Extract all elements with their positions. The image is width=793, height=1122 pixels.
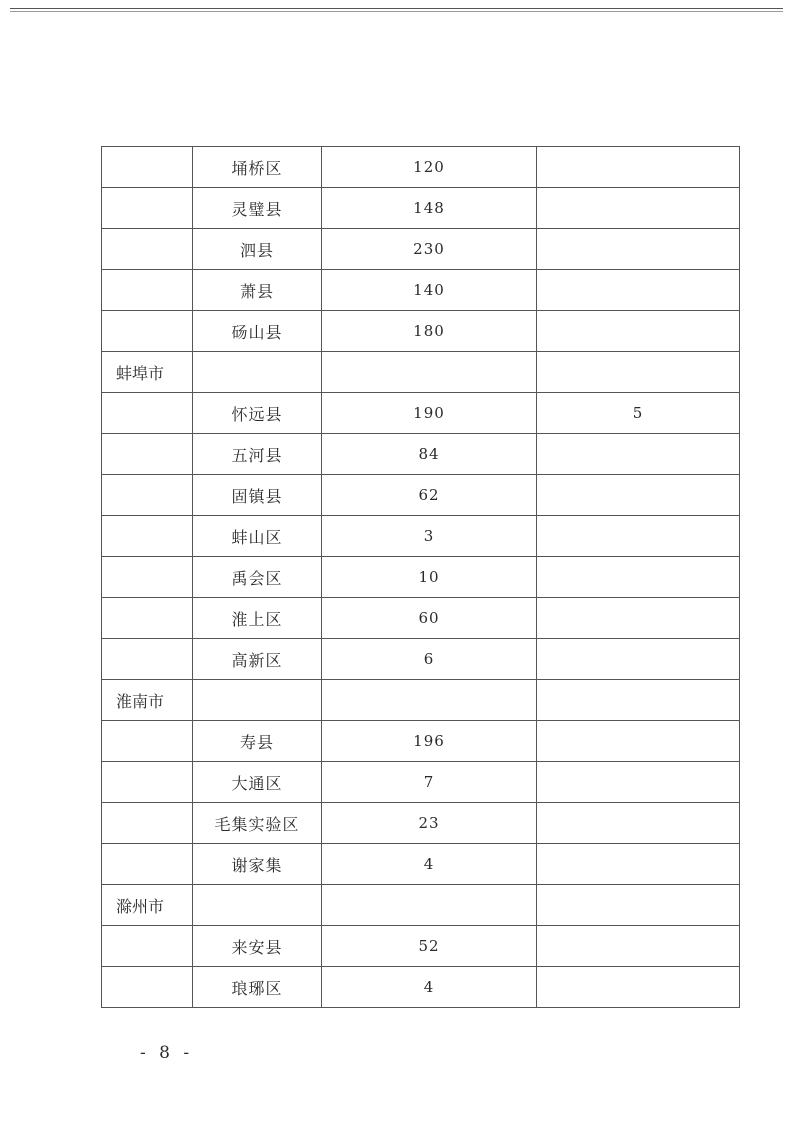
page-number: - 8 - bbox=[140, 1043, 194, 1063]
city-cell bbox=[102, 844, 193, 885]
district-cell bbox=[193, 680, 322, 721]
table-row bbox=[102, 311, 740, 352]
city-cell bbox=[102, 557, 193, 598]
city-cell bbox=[102, 721, 193, 762]
extra-cell bbox=[537, 147, 740, 188]
extra-cell bbox=[537, 475, 740, 516]
table-row bbox=[102, 434, 740, 475]
scan-top-edge-shadow bbox=[10, 11, 783, 12]
extra-cell bbox=[537, 926, 740, 967]
table-row bbox=[102, 598, 740, 639]
district-cell: 琅琊区 bbox=[193, 967, 322, 1008]
value-cell: 180 bbox=[322, 311, 537, 352]
district-cell: 泗县 bbox=[193, 229, 322, 270]
city-cell bbox=[102, 434, 193, 475]
value-cell: 3 bbox=[322, 516, 537, 557]
table-row bbox=[102, 803, 740, 844]
value-cell: 148 bbox=[322, 188, 537, 229]
extra-cell bbox=[537, 352, 740, 393]
table-row bbox=[102, 147, 740, 188]
extra-cell bbox=[537, 721, 740, 762]
value-cell: 6 bbox=[322, 639, 537, 680]
district-cell: 毛集实验区 bbox=[193, 803, 322, 844]
table-row bbox=[102, 639, 740, 680]
extra-cell bbox=[537, 680, 740, 721]
city-cell bbox=[102, 188, 193, 229]
district-cell: 蚌山区 bbox=[193, 516, 322, 557]
extra-cell bbox=[537, 229, 740, 270]
table-row bbox=[102, 926, 740, 967]
city-cell bbox=[102, 147, 193, 188]
scan-top-edge bbox=[10, 8, 783, 9]
table-row bbox=[102, 475, 740, 516]
extra-cell: 5 bbox=[537, 393, 740, 434]
extra-cell bbox=[537, 434, 740, 475]
table-row bbox=[102, 557, 740, 598]
city-cell bbox=[102, 598, 193, 639]
table-row bbox=[102, 270, 740, 311]
district-cell: 高新区 bbox=[193, 639, 322, 680]
value-cell: 62 bbox=[322, 475, 537, 516]
extra-cell bbox=[537, 762, 740, 803]
district-cell: 固镇县 bbox=[193, 475, 322, 516]
city-cell bbox=[102, 967, 193, 1008]
value-cell: 10 bbox=[322, 557, 537, 598]
table-row bbox=[102, 762, 740, 803]
table-row bbox=[102, 680, 740, 721]
district-cell: 淮上区 bbox=[193, 598, 322, 639]
district-cell: 砀山县 bbox=[193, 311, 322, 352]
district-cell: 禹会区 bbox=[193, 557, 322, 598]
city-cell bbox=[102, 803, 193, 844]
table-row bbox=[102, 967, 740, 1008]
value-cell: 23 bbox=[322, 803, 537, 844]
table-row bbox=[102, 229, 740, 270]
value-cell: 230 bbox=[322, 229, 537, 270]
city-cell bbox=[102, 229, 193, 270]
city-cell bbox=[102, 270, 193, 311]
table-row bbox=[102, 844, 740, 885]
value-cell bbox=[322, 352, 537, 393]
city-cell: 淮南市 bbox=[102, 680, 193, 721]
value-cell: 190 bbox=[322, 393, 537, 434]
table-row bbox=[102, 352, 740, 393]
value-cell: 52 bbox=[322, 926, 537, 967]
district-cell: 寿县 bbox=[193, 721, 322, 762]
value-cell: 196 bbox=[322, 721, 537, 762]
district-cell: 来安县 bbox=[193, 926, 322, 967]
district-cell: 五河县 bbox=[193, 434, 322, 475]
value-cell: 84 bbox=[322, 434, 537, 475]
extra-cell bbox=[537, 885, 740, 926]
extra-cell bbox=[537, 598, 740, 639]
district-cell bbox=[193, 885, 322, 926]
extra-cell bbox=[537, 311, 740, 352]
extra-cell bbox=[537, 188, 740, 229]
table-body bbox=[102, 147, 740, 1008]
value-cell bbox=[322, 885, 537, 926]
extra-cell bbox=[537, 844, 740, 885]
district-cell: 大通区 bbox=[193, 762, 322, 803]
table-row bbox=[102, 393, 740, 434]
extra-cell bbox=[537, 516, 740, 557]
district-data-table bbox=[101, 146, 740, 1008]
extra-cell bbox=[537, 639, 740, 680]
table-row bbox=[102, 516, 740, 557]
district-cell: 灵璧县 bbox=[193, 188, 322, 229]
district-cell: 怀远县 bbox=[193, 393, 322, 434]
value-cell: 7 bbox=[322, 762, 537, 803]
value-cell: 60 bbox=[322, 598, 537, 639]
extra-cell bbox=[537, 270, 740, 311]
city-cell bbox=[102, 639, 193, 680]
district-cell: 埇桥区 bbox=[193, 147, 322, 188]
district-cell: 萧县 bbox=[193, 270, 322, 311]
table-row bbox=[102, 885, 740, 926]
city-cell bbox=[102, 475, 193, 516]
city-cell: 蚌埠市 bbox=[102, 352, 193, 393]
value-cell bbox=[322, 680, 537, 721]
value-cell: 4 bbox=[322, 844, 537, 885]
value-cell: 120 bbox=[322, 147, 537, 188]
value-cell: 4 bbox=[322, 967, 537, 1008]
extra-cell bbox=[537, 967, 740, 1008]
city-cell bbox=[102, 762, 193, 803]
city-cell bbox=[102, 516, 193, 557]
table-row bbox=[102, 721, 740, 762]
city-cell: 滁州市 bbox=[102, 885, 193, 926]
city-cell bbox=[102, 393, 193, 434]
extra-cell bbox=[537, 557, 740, 598]
city-cell bbox=[102, 311, 193, 352]
city-cell bbox=[102, 926, 193, 967]
extra-cell bbox=[537, 803, 740, 844]
table-row bbox=[102, 188, 740, 229]
district-cell: 谢家集 bbox=[193, 844, 322, 885]
district-cell bbox=[193, 352, 322, 393]
value-cell: 140 bbox=[322, 270, 537, 311]
